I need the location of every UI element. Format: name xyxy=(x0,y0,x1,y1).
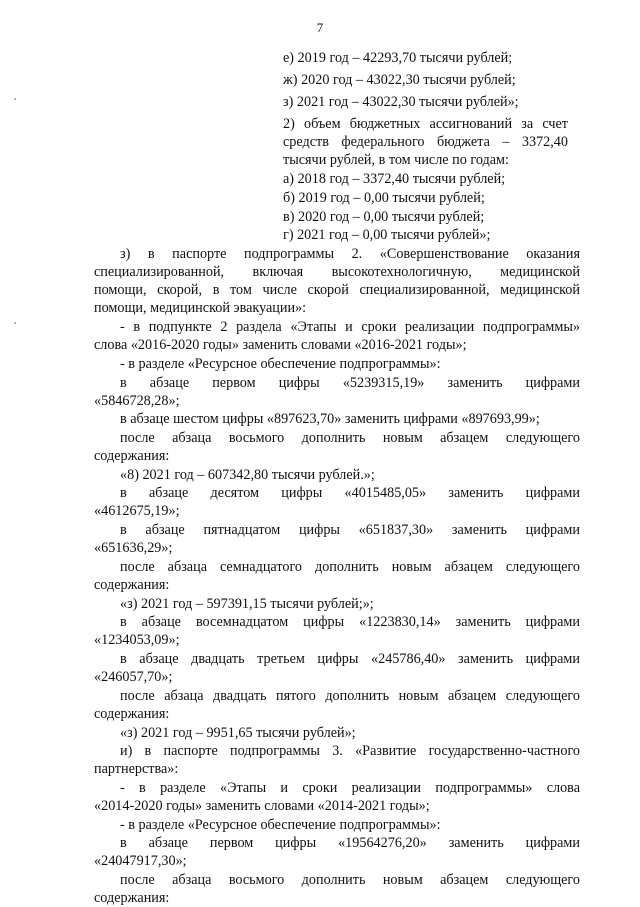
text-line: слова «2016-2020 годы» заменить словами «2016-2021 годы»; xyxy=(94,337,467,353)
text-line: в абзаце первом цифры «19564276,20» заменить цифрами xyxy=(120,835,580,851)
scan-mark xyxy=(14,98,16,100)
text-line: з) 2021 год – 43022,30 тысячи рублей»; xyxy=(283,94,519,110)
text-line: - в разделе «Ресурсное обеспечение подпрограммы»: xyxy=(120,356,441,372)
text-line: а) 2018 год – 3372,40 тысячи рублей; xyxy=(283,171,506,187)
text-line: в абзаце десятом цифры «4015485,05» заменить цифрами xyxy=(120,485,580,501)
text-line: «5846728,28»; xyxy=(94,393,180,409)
text-line: - в подпункте 2 раздела «Этапы и сроки реализации подпрограммы» xyxy=(120,319,580,335)
text-line: - в разделе «Ресурсное обеспечение подпрограммы»: xyxy=(120,817,441,833)
text-line: помощи, медицинской эвакуации»: xyxy=(94,300,307,316)
text-line: «24047917,30»; xyxy=(94,853,187,869)
text-line: и) в паспорте подпрограммы 3. «Развитие государственно-частного xyxy=(120,743,580,759)
scan-mark xyxy=(14,322,16,324)
text-line: средств федерального бюджета – 3372,40 xyxy=(283,134,568,150)
text-line: «246057,70»; xyxy=(94,669,173,685)
text-line: после абзаца восьмого дополнить новым абзацем следующего xyxy=(120,430,580,446)
text-line: - в разделе «Этапы и сроки реализации подпрограммы» слова xyxy=(120,780,580,796)
text-line: после абзаца восьмого дополнить новым абзацем следующего xyxy=(120,872,580,888)
text-line: содержания: xyxy=(94,448,170,464)
text-line: з) в паспорте подпрограммы 2. «Совершенствование оказания xyxy=(120,246,580,262)
text-line: после абзаца семнадцатого дополнить новым абзацем следующего xyxy=(120,559,580,575)
text-line: партнерства»: xyxy=(94,761,179,777)
text-line: после абзаца двадцать пятого дополнить новым абзацем следующего xyxy=(120,688,580,704)
text-line: содержания: xyxy=(94,577,170,593)
text-line: содержания: xyxy=(94,706,170,722)
text-line: в абзаце восемнадцатом цифры «1223830,14» заменить цифрами xyxy=(120,614,580,630)
text-line: в) 2020 год – 0,00 тысячи рублей; xyxy=(283,209,485,225)
text-line: г) 2021 год – 0,00 тысячи рублей»; xyxy=(283,227,491,243)
text-line: в абзаце пятнадцатом цифры «651837,30» заменить цифрами xyxy=(120,522,580,538)
text-line: «8) 2021 год – 607342,80 тысячи рублей.»; xyxy=(120,467,375,483)
text-line: «з) 2021 год – 597391,15 тысячи рублей;»; xyxy=(120,596,374,612)
text-line: содержания: xyxy=(94,890,170,906)
text-line: «2014-2020 годы» заменить словами «2014-2021 годы»; xyxy=(94,798,430,814)
text-line: б) 2019 год – 0,00 тысячи рублей; xyxy=(283,190,485,206)
text-line: помощи, скорой, в том числе скорой специализированной, медицинской xyxy=(94,282,580,298)
text-line: «4612675,19»; xyxy=(94,503,180,519)
text-line: «1234053,09»; xyxy=(94,632,180,648)
text-line: ж) 2020 год – 43022,30 тысячи рублей; xyxy=(283,72,516,88)
page-number: 7 xyxy=(316,20,324,35)
text-line: в абзаце шестом цифры «897623,70» заменить цифрами «897693,99»; xyxy=(120,411,540,427)
text-line: е) 2019 год – 42293,70 тысячи рублей; xyxy=(283,50,513,66)
text-line: в абзаце первом цифры «5239315,19» заменить цифрами xyxy=(120,375,580,391)
text-line: 2) объем бюджетных ассигнований за счет xyxy=(283,116,568,132)
text-line: в абзаце двадцать третьем цифры «245786,40» заменить цифрами xyxy=(120,651,580,667)
text-line: «з) 2021 год – 9951,65 тысячи рублей»; xyxy=(120,725,356,741)
text-line: тысячи рублей, в том числе по годам: xyxy=(283,152,509,168)
text-line: «651636,29»; xyxy=(94,540,173,556)
text-line: специализированной, включая высокотехнологичную, медицинской xyxy=(94,264,580,280)
